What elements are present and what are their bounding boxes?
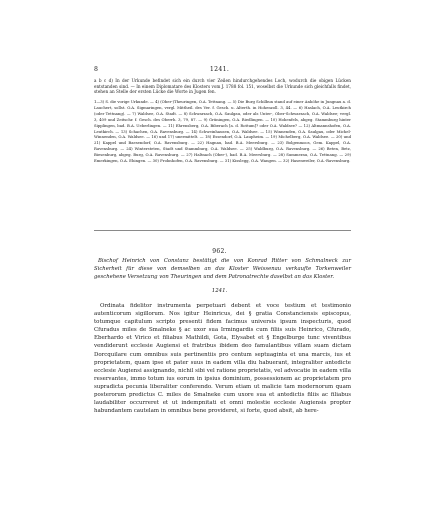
section-divider xyxy=(94,230,351,231)
page-header xyxy=(94,66,345,73)
document-body-text: Ordinata fidelitor instrumenta perpetuari debent et voce testium et testimonio autenticorum sigillorum. Nos igitur Heinricus, dei § gratia Constanciensis episcopus, totumque capitulum scripto presenti fidem facimus universis ipsum inspecturis, quod Cfuradus miles de Smalneke § ac uxor sua Irmingardis cum filiis suis Heinrico, Cfurado, Eberhardo et Virico et filiabus Mathildi, Gota, Elysabet et § Engelburge tunc viventibus vendiderunt ecclesie Augiensi et fratribus ibidem deo famulantibus villam suam dictam Dorcquilare cum omnibus suis pertinentiis pro centum septuaginta et una marcis, ius et proprietatem, quam ipse et pater suus in eadem villa diu habuerant, integraliter antedicte ecclesie Augiensi assignando, nichil sibi vel ratione proprietatis, vel advocatie in eadem villa reservantes, immo totum ius eorum in ipsius dominium, possessionem ac proprietatem pro supradicta pecunia liberaliter conferendo. Verum etiam ut malicie tam modernorum quam posterorum predictus C. miles de Smalneke cum uxore sua et antedictis filiis ac filiabus laudabiliter occurreret et ut indempnitati et omni molestie ecclesie Augiensis propter habundantem cautelam in omnibus bene provideret, si forte, quod absit, ab here- xyxy=(94,303,351,415)
header-year: 1241. xyxy=(209,66,230,73)
page-number: 8 xyxy=(94,66,98,73)
document-number: 962. xyxy=(212,248,227,255)
header-spacer xyxy=(325,66,345,73)
document-date: 1241. xyxy=(211,288,228,294)
document-regest: Bischof Heinrich von Constanz bestätigt die von Konrad Ritter von Schmalneck zur Sicherheit für diese von demselben an das Kloster Weissenau verkaufte Torkenweiler geschehene Versetzung von Theuringen und dem Patronatrechte daselbst an das Kloster. xyxy=(94,258,351,280)
footnotes-numbered: 1—3) S. die vorige Urkunde. — 4) (Ober-)Theuringen, O.A. Tettnang. — 5) Die Burg Schilbun stand auf einer Anhöhe in Jungnau a. d. Lauchert, sollst. O.A. Sigmaringen, vergl. Mittheil. des Ver. f. Gesch. u. Alterth. in Hohenzoll. 3, 44. — 6) Haslach, O.A. Leutkirch (oder Tettnang). — 7) Waldsee, O.A. Stadt. — 8) Schwarzach, O.A. Saulgau, oder als Unter-, Ober-Schwarzach, O.A. Waldsee; vergl. 3, 409 und Zeitschr. f. Gesch. des Oberrh. 3, 79, 87. — 9) Grüningen, O.A. Riedlingen. — 10) Hohenfels, abgeg. Stammburg hinter Sipplingen, bad. B.A. Ueberlingen. — 11) Ehrensberg, O.A. Biberach [a. d. Rottum]? oder O.A. Waldsee? — 12) Altmannshofen, O.A. Leutkirch. — 13) Schachen, O.A. Ravensburg. — 14) Schweinhausen, O.A. Waldsee. — 15) Winnenden, O.A. Saulgau, oder Michel-Winnenden, O.A. Waldsee. — 16) und 17) unermittelt. — 18) Essendorf, O.A. Laupheim. — 19) Michelberg, O.A. Waldsee. — 20) und 21) Kappel und Baesendorf, O.A. Ravensburg. — 22) Hagnau, bad. B.A. Meersburg. — 23) Bolgenmoos, Gem. Kappel, O.A. Ravensburg. — 24) Wintersteten, Stadt und Stammburg, O.A. Waldsee. — 25) Waldburg, O.A. Ravensburg. — 26) Beten, Betz, Biesenburg, abgeg. Burg, O.A. Ravensburg. — 27) Haltnach (Ober-), bad. B.A. Meersburg. — 28) Summerau, O.A. Tettnang. — 29) Emerkingen, O.A. Ehingen. — 30) Frohnhofen, O.A. Ravensburg. — 31) Kisslegg, O.A. Wangen. — 32) Hasenweiler, O.A.-Ravensburg. xyxy=(94,99,351,164)
footnote-lacuna: a b c d) In der Urkunde befindet sich ein durch vier Zeilen hindurchgehendes Loch, wodurch die obigen Lücken entstanden sind. — In einem Diplomatare des Klosters vom J. 1788 fol. 151, woselbst die Urkunde sich gleichfalls findet, stehen an Stelle der ersten Lücke die Worte in Jugen fen. xyxy=(94,78,351,95)
